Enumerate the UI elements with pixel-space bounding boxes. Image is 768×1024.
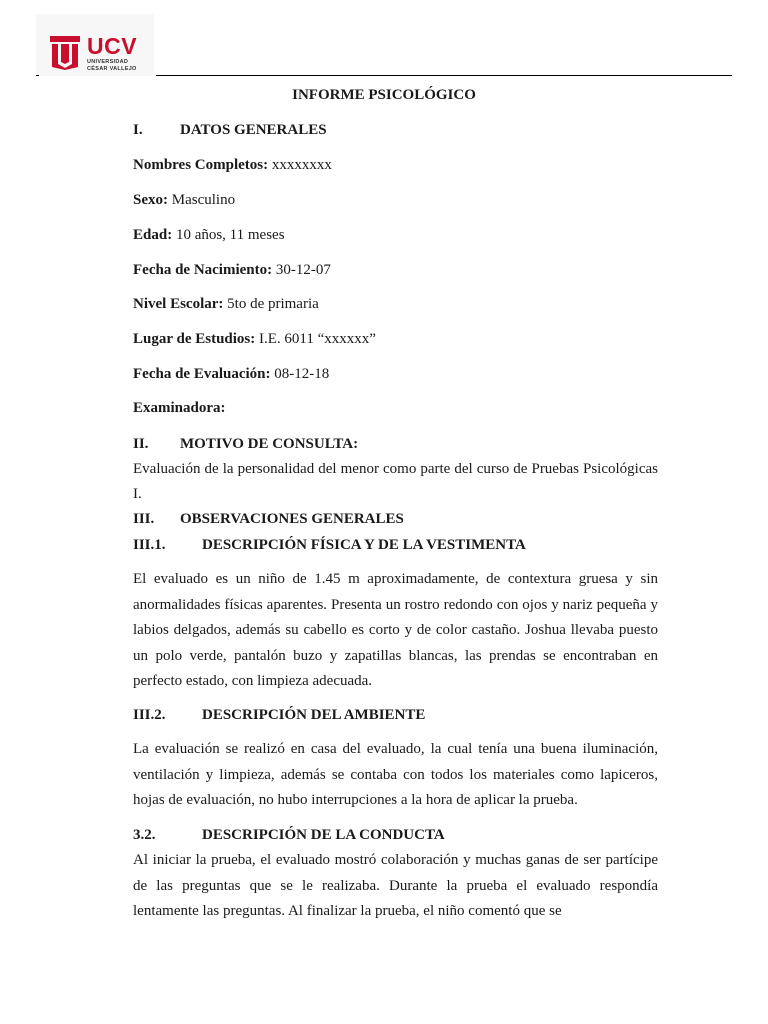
paragraph: El evaluado es un niño de 1.45 m aproximadamente, de contextura gruesa y sin anormalidades físicas aparentes. Presenta un rostro redondo con ojos y nariz pequeña y labios delgados, además su cabello es corto y de color castaño. Joshua llevaba puesto un polo verde, pantalón buzo y zapatillas blancas, las prendas se encontraban en perfecto estado, con limpieza adecuada. [133, 571, 658, 689]
subsection-heading: III.1. DESCRIPCIÓN FÍSICA Y DE LA VESTIMENTA [133, 537, 526, 553]
logo-subtitle: UNIVERSIDAD CÉSAR VALLEJO [87, 59, 137, 72]
page-title: INFORME PSICOLÓGICO [292, 87, 476, 103]
field-row: Examinadora: [133, 400, 226, 416]
field-row: Nombres Completos: xxxxxxxx [133, 157, 332, 173]
field-row: Nivel Escolar: 5to de primaria [133, 296, 319, 312]
field-row: Fecha de Evaluación: 08-12-18 [133, 366, 330, 382]
paragraph: Al iniciar la prueba, el evaluado mostró colaboración y muchas ganas de ser partícipe de las preguntas que se le realizaba. Durante la prueba el evaluado respondía lentamente las preguntas. Al finalizar la prueba, el niño comentó que se [133, 852, 658, 919]
header-tick [36, 75, 39, 76]
field-row: Edad: 10 años, 11 meses [133, 227, 285, 243]
subsection-heading: 3.2. DESCRIPCIÓN DE LA CONDUCTA [133, 827, 445, 843]
ucv-emblem-icon [50, 34, 80, 70]
section-heading: II. MOTIVO DE CONSULTA: [133, 436, 359, 452]
field-row: Fecha de Nacimiento: 30-12-07 [133, 262, 331, 278]
header-divider [156, 75, 732, 76]
subsection-heading: III.2. DESCRIPCIÓN DEL AMBIENTE [133, 707, 426, 723]
section-heading: I. DATOS GENERALES [133, 122, 327, 138]
paragraph: Evaluación de la personalidad del menor como parte del curso de Pruebas Psicológicas I. [133, 461, 658, 502]
university-logo [36, 14, 154, 76]
logo-wordmark: UCV [87, 33, 138, 59]
field-row: Sexo: Masculino [133, 192, 236, 208]
paragraph: La evaluación se realizó en casa del evaluado, la cual tenía una buena iluminación, ventilación y limpieza, además se contaba con todos los materiales como lapiceros, hojas de evaluación, no hubo interrupciones a la hora de aplicar la prueba. [133, 741, 658, 808]
section-heading: III. OBSERVACIONES GENERALES [133, 511, 404, 527]
field-row: Lugar de Estudios: I.E. 6011 “xxxxxx” [133, 331, 376, 347]
